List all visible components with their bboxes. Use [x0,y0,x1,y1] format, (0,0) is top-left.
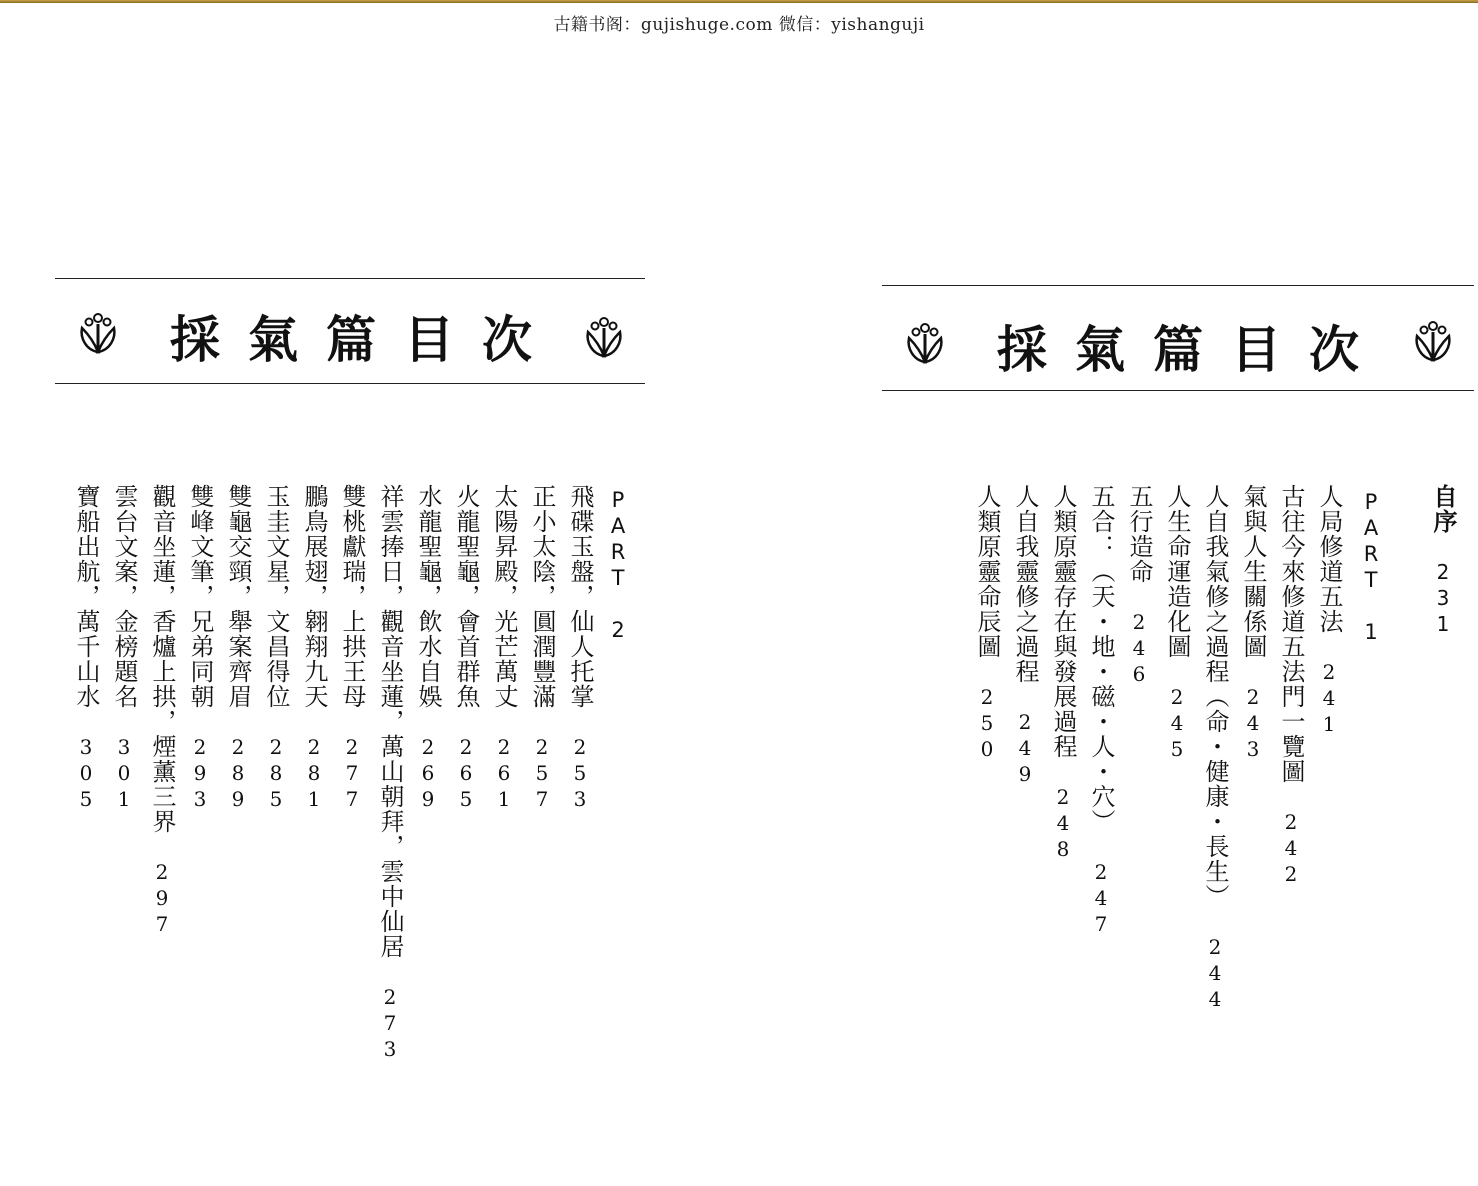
entry-title: 祥雲捧日，觀音坐蓮，萬山朝拜，雲中仙居 [376,484,404,959]
entry-page: 297 [150,860,174,938]
entry-title: 人生命運造化圖 [1163,484,1191,659]
toc-entry[interactable] [524,484,560,813]
entry-page: 241 [1317,660,1341,738]
toc-entry[interactable] [68,484,104,813]
toc-entry[interactable] [296,484,332,813]
entry-title: 人類原靈存在與發展過程 [1049,484,1077,759]
entry-page: 293 [188,735,212,813]
toc-entry[interactable] [106,484,142,813]
entry-title: 氣與人生關係圖 [1239,484,1267,659]
flower-ornament-icon [582,316,626,360]
entry-page: 257 [530,735,554,813]
toc-entry[interactable] [144,484,180,938]
entry-page: 248 [1051,785,1075,863]
toc-entry[interactable] [1235,484,1271,763]
entry-title: 雙桃獻瑞，上拱王母 [338,484,366,709]
header-top-rule [55,278,645,279]
entry-page: 243 [1241,685,1265,763]
entry-page: 273 [378,985,402,1063]
flower-ornament-icon [76,312,120,356]
toc-entry[interactable] [220,484,256,813]
entry-page: 261 [492,735,516,813]
toc-entry[interactable] [1159,484,1195,763]
entry-page: 244 [1203,935,1227,1013]
toc-entry[interactable] [486,484,522,813]
entry-page: 305 [74,735,98,813]
entry-page: 247 [1089,860,1113,938]
entry-title: 人自我靈修之過程 [1011,484,1039,684]
part-label: PART 1 [1359,490,1383,646]
flower-ornament-icon [903,322,947,366]
entry-title: 太陽昇殿，光芒萬丈 [490,484,518,709]
flower-ornament-icon [1411,320,1455,364]
header-bottom-rule [882,390,1474,391]
entry-page: 249 [1013,710,1037,788]
page-title: 採氣篇目次 [170,311,560,369]
entry-page: 253 [568,735,592,813]
toc-entry[interactable] [1083,484,1119,938]
entry-title: 古往今來修道五法門一覽圖 [1277,484,1305,784]
entry-title: 雙峰文筆，兄弟同朝 [186,484,214,709]
entry-page: 245 [1165,685,1189,763]
part-label: PART 2 [606,488,630,644]
header-bottom-rule [55,383,645,384]
entry-page: 231 [1431,560,1455,638]
entry-title: 人自我氣修之過程（命・健康・長生） [1201,484,1229,909]
toc-entry[interactable] [410,484,446,813]
entry-page: 301 [112,735,136,813]
toc-entry[interactable] [448,484,484,813]
entry-page: 285 [264,735,288,813]
entry-title: 五合：（天・地・磁・人・穴） [1087,484,1115,834]
watermark: 古籍书阁：gujishuge.com 微信：yishanguji [553,15,925,35]
entry-title: 水龍聖龜，飲水自娛 [414,484,442,709]
entry-title: 正小太陰，圓潤豐滿 [528,484,556,709]
page-title: 採氣篇目次 [997,321,1387,379]
toc-entry[interactable] [1273,484,1309,888]
entry-page: 289 [226,735,250,813]
header-top-rule [882,285,1474,286]
toc-entry[interactable] [334,484,370,813]
toc-entry[interactable] [372,484,408,1063]
entry-title: 五行造命 [1125,484,1153,584]
entry-title: 雲台文案，金榜題名 [110,484,138,709]
entry-page: 242 [1279,810,1303,888]
entry-page: 277 [340,735,364,813]
toc-preface[interactable] [1425,484,1461,638]
toc-entry[interactable] [1045,484,1081,863]
entry-title: 雙龜交頸，舉案齊眉 [224,484,252,709]
toc-entry[interactable] [969,484,1005,763]
right-page [739,0,1478,1186]
entry-title: 人類原靈命辰圖 [973,484,1001,659]
entry-title: 觀音坐蓮，香爐上拱，煙薰三界 [148,484,176,834]
toc-entry[interactable] [1007,484,1043,788]
entry-page: 265 [454,735,478,813]
entry-title: 人局修道五法 [1315,484,1343,634]
entry-title: 飛碟玉盤，仙人托掌 [566,484,594,709]
entry-title: 玉圭文星，文昌得位 [262,484,290,709]
entry-title: 自序 [1429,484,1457,534]
entry-page: 281 [302,735,326,813]
entry-page: 246 [1127,610,1151,688]
entry-title: 鵬鳥展翅，翱翔九天 [300,484,328,709]
toc-entry[interactable] [1197,484,1233,1013]
toc-entry[interactable] [562,484,598,813]
entry-page: 250 [975,685,999,763]
toc-entry[interactable] [258,484,294,813]
entry-title: 寶船出航，萬千山水 [72,484,100,709]
toc-entry[interactable] [182,484,218,813]
entry-page: 269 [416,735,440,813]
toc-entry[interactable] [1121,484,1157,688]
entry-title: 火龍聖龜，會首群魚 [452,484,480,709]
toc-entry[interactable] [1311,484,1347,738]
